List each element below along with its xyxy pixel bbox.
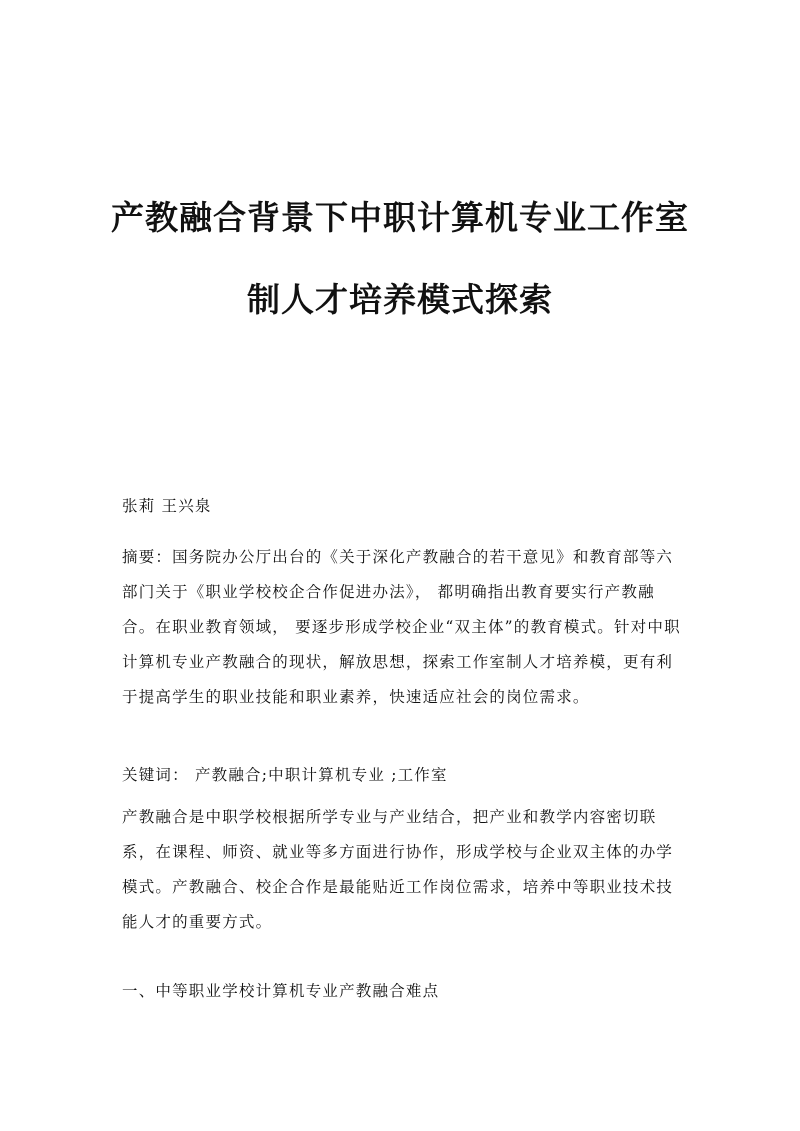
keywords-text: 产教融合;中职计算机专业 ;工作室	[188, 766, 448, 784]
abstract-label: 摘要：	[122, 548, 173, 566]
paper-title-line-2: 制人才培养模式探索	[247, 280, 553, 319]
keywords-label: 关键词：	[122, 766, 189, 784]
authors: 张莉 王兴泉	[122, 497, 212, 515]
paper-title-line-1: 产教融合背景下中职计算机专业工作室	[111, 198, 689, 237]
keywords	[122, 758, 682, 793]
abstract	[122, 540, 682, 715]
section-heading: 一、中等职业学校计算机专业产教融合难点	[122, 982, 440, 1000]
abstract-text: 国务院办公厅出台的《关于深化产教融合的若干意见》和教育部等六部门关于《职业学校校企合作促进办法》， 都明确指出教育要实行产教融合。在职业教育领域， 要逐步形成学校企业“双主体”的教育模式。针对中职计算机专业产教融合的现状，解放思想，探索工作室制人才培养模，更有利于提高学生的职业技能和职业素养，快速适应社会的岗位需求。	[122, 548, 681, 706]
body-paragraph: 产教融合是中职学校根据所学专业与产业结合，把产业和教学内容密切联系，在课程、师资、就业等多方面进行协作，形成学校与企业双主体的办学模式。产教融合、校企合作是最能贴近工作岗位需求，培养中等职业技术技能人才的重要方式。	[122, 808, 674, 931]
